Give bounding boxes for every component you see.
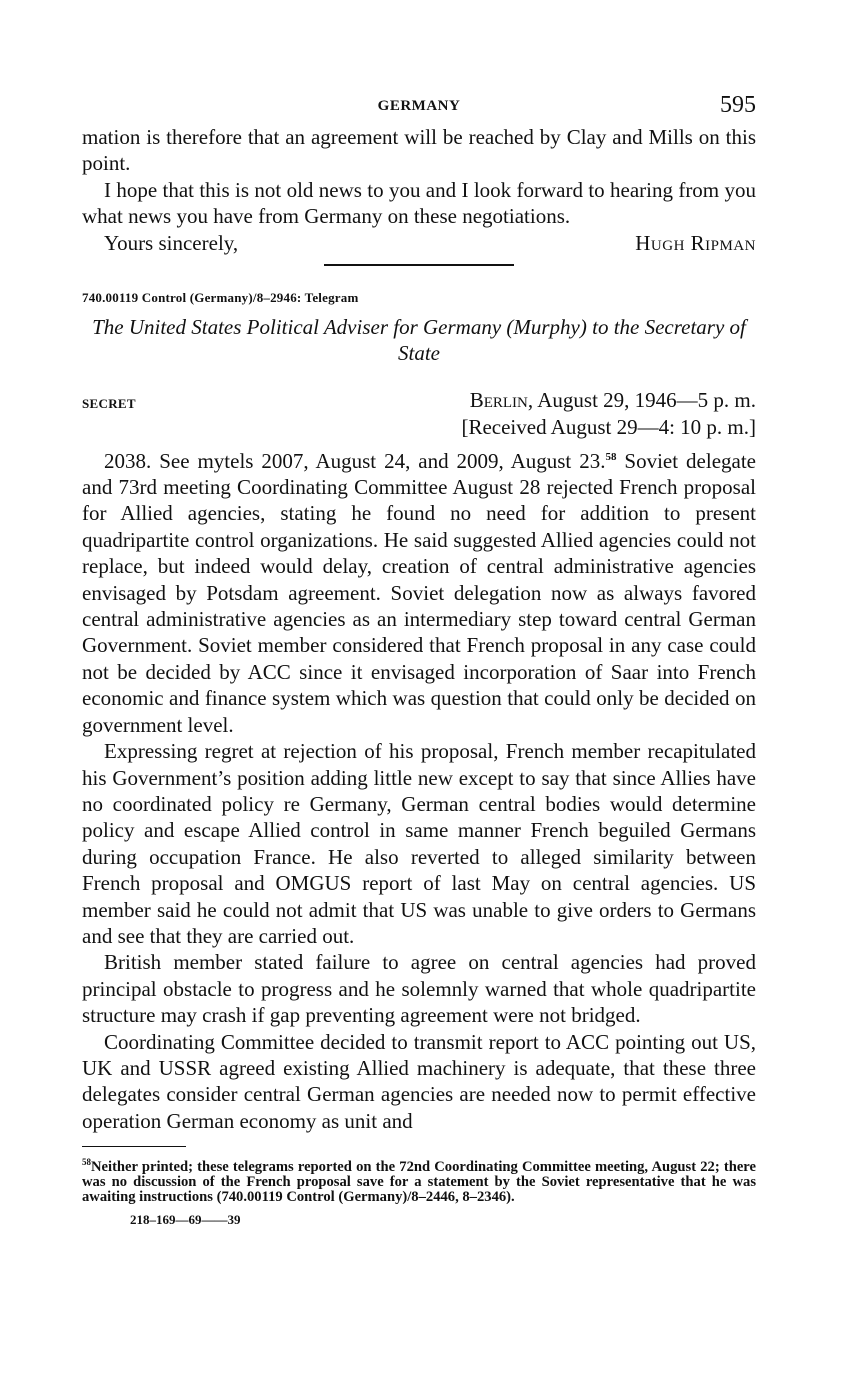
page-number: 595 <box>720 92 756 118</box>
footnote-reference: 58 <box>605 450 617 463</box>
body-paragraph: British member stated failure to agree on central agencies had proved principal obstacle to progress and he solemnly warned that whole quadripartite structure may crash if gap preventing agreement were not bridged. <box>82 950 756 1028</box>
body-paragraph: Coordinating Committee decided to transmit report to ACC pointing out US, UK and USSR agreed existing Allied machinery is adequate, that these three delegates consider central German agencies are needed now to permit effective operation German economy as unit and <box>82 1029 756 1133</box>
page-header <box>82 92 756 124</box>
place-date <box>470 388 756 413</box>
print-code: 218–169—69——39 <box>130 1211 241 1227</box>
paragraph-text: 2038. See mytels 2007, August 24, and 2009, August 23. <box>104 448 606 473</box>
letter-closing <box>82 230 756 257</box>
section-divider <box>324 264 514 266</box>
footnote-mark: 58 <box>82 1157 91 1168</box>
telegram-header <box>82 388 756 444</box>
footnote-text: Neither printed; these telegrams reported on the 72nd Coordinating Committee meeting, August 22; there was no discussion of the French proposal save for a statement by the Soviet representative that he was awaiting instructions (740.00119 Control (Germany)/8–2446, 8–2346). <box>82 1159 756 1206</box>
file-reference: 740.00119 Control (Germany)/8–2946: Telegram <box>82 289 359 305</box>
signature: Hugh Ripman <box>635 230 756 255</box>
footnote <box>82 1155 756 1205</box>
paragraph-text: Soviet delegate and 73rd meeting Coordinating Committee August 28 rejected French proposal for Allied agencies, stating he found no need for addition to present quadripartite control organizations. He said suggested Allied agencies could not replace, but indeed would delay, creation of central administrative agencies envisaged by Potsdam agreement. Soviet delegation now as always favored central administrative agencies as an intermediary step toward central German Government. Soviet member considered that French proposal in any case could not be decided by ACC since it envisaged incorporation of Saar into French economic and finance system which was question that could only be decided on government level. <box>82 448 756 737</box>
letter-paragraph: I hope that this is not old news to you and I look forward to hearing from you what news you have from Germany on these negotiations. <box>82 177 756 229</box>
page <box>82 92 756 1228</box>
date: August 29, 1946—5 p. m. <box>537 387 756 412</box>
document-title: The United States Political Adviser for Germany (Murphy) to the Secretary of State <box>92 314 746 365</box>
footnote-divider <box>82 1146 186 1147</box>
running-title: GERMANY <box>377 98 461 114</box>
received-note: [Received August 29—4: 10 p. m.] <box>461 414 756 439</box>
continued-paragraph: mation is therefore that an agreement will be reached by Clay and Mills on this point. <box>82 125 756 176</box>
place: Berlin, <box>469 387 534 412</box>
classification-label: SECRET <box>82 395 136 411</box>
body-paragraph: Expressing regret at rejection of his proposal, French member recapitulated his Government’s position adding little new except to say that since Allies have no coordinated policy re Germany, German central bodies would determine policy and escape Allied control in same manner French beguiled Germans during occupation France. He also reverted to alleged similarity between French proposal and OMGUS report of last May on central agencies. US member said he could not admit that US was unable to give orders to Germans and see that they are carried out. <box>82 739 756 948</box>
complimentary-close: Yours sincerely, <box>104 230 239 255</box>
body-paragraph <box>82 444 756 738</box>
